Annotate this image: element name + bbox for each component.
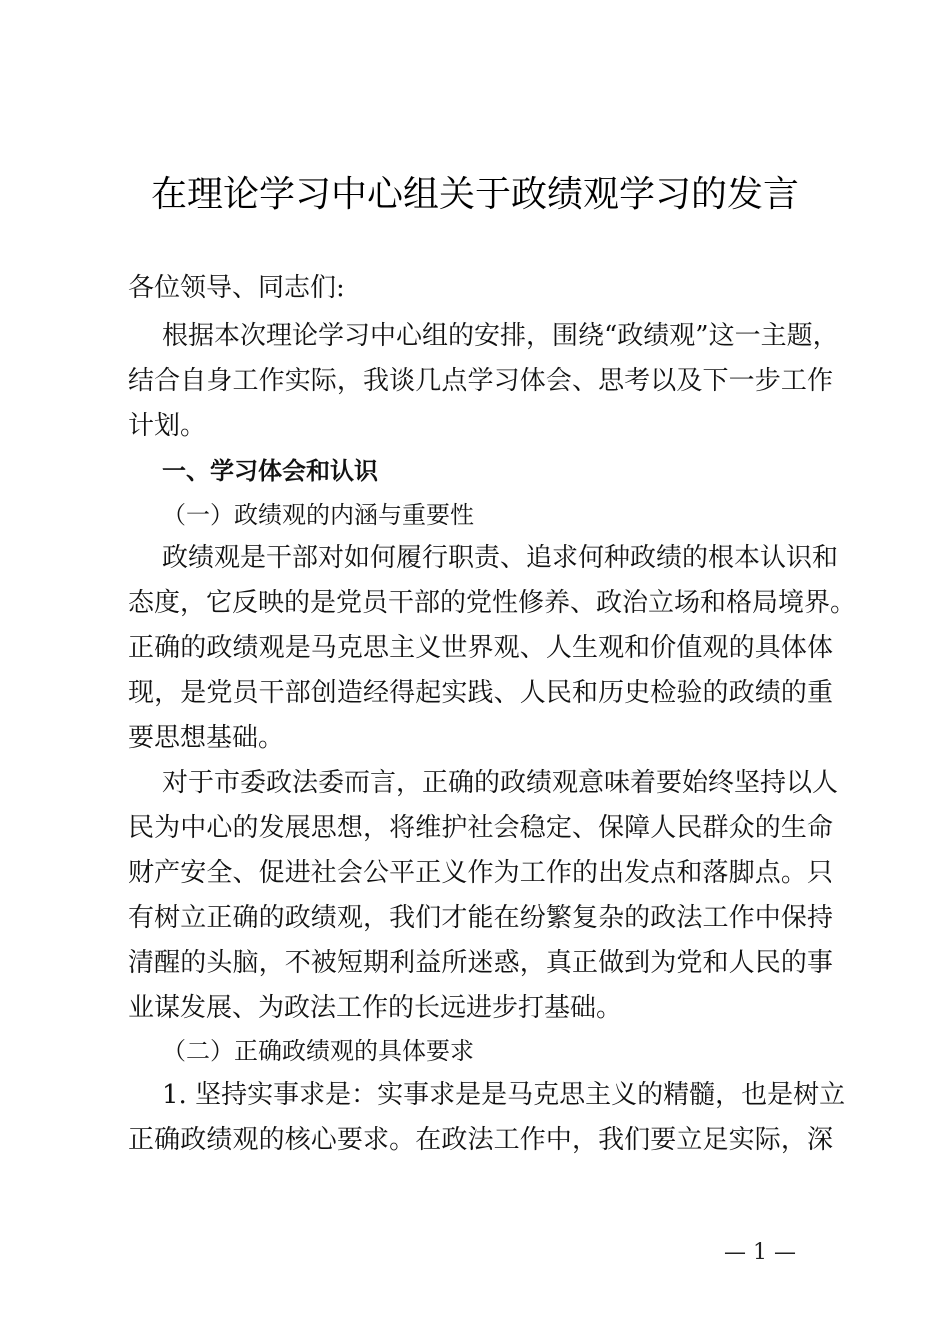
- paragraph-line: 清醒的头脑，不被短期利益所迷惑，真正做到为党和人民的事: [128, 948, 833, 978]
- document-title: 在理论学习中心组关于政绩观学习的发言: [150, 174, 799, 215]
- subsection-heading: （一）政绩观的内涵与重要性: [162, 501, 474, 529]
- paragraph-line: 正确的政绩观是马克思主义世界观、人生观和价值观的具体体: [128, 633, 833, 663]
- paragraph-line: 对于市委政法委而言，正确的政绩观意味着要始终坚持以人: [162, 768, 839, 798]
- paragraph-line: 业谋发展、为政法工作的长远进步打基础。: [128, 993, 623, 1023]
- paragraph-line: 1. 坚持实事求是：实事求是是马克思主义的精髓，也是树立: [162, 1080, 846, 1110]
- paragraph-line: 正确政绩观的核心要求。在政法工作中，我们要立足实际，深: [128, 1125, 833, 1155]
- salutation: 各位领导、同志们:: [128, 273, 345, 303]
- intro-line: 计划。: [128, 411, 207, 441]
- paragraph-line: 民为中心的发展思想，将维护社会稳定、保障人民群众的生命: [128, 813, 833, 843]
- paragraph-line: 有树立正确的政绩观，我们才能在纷繁复杂的政法工作中保持: [128, 903, 833, 933]
- paragraph-line: 现，是党员干部创造经得起实践、人民和历史检验的政绩的重: [128, 678, 833, 708]
- subsection-heading: （二）正确政绩观的具体要求: [162, 1037, 474, 1065]
- page-number: — 1 —: [724, 1240, 796, 1265]
- paragraph-line: 政绩观是干部对如何履行职责、追求何种政绩的根本认识和: [162, 543, 839, 573]
- intro-line: 结合自身工作实际，我谈几点学习体会、思考以及下一步工作: [128, 366, 833, 396]
- section-heading: 一、学习体会和认识: [162, 457, 378, 485]
- paragraph-line: 要思想基础。: [128, 723, 285, 753]
- intro-line: 根据本次理论学习中心组的安排，围绕“政绩观”这一主题，: [162, 321, 839, 351]
- paragraph-line: 态度，它反映的是党员干部的党性修养、政治立场和格局境界。: [128, 588, 857, 618]
- paragraph-line: 财产安全、促进社会公平正义作为工作的出发点和落脚点。只: [128, 858, 833, 888]
